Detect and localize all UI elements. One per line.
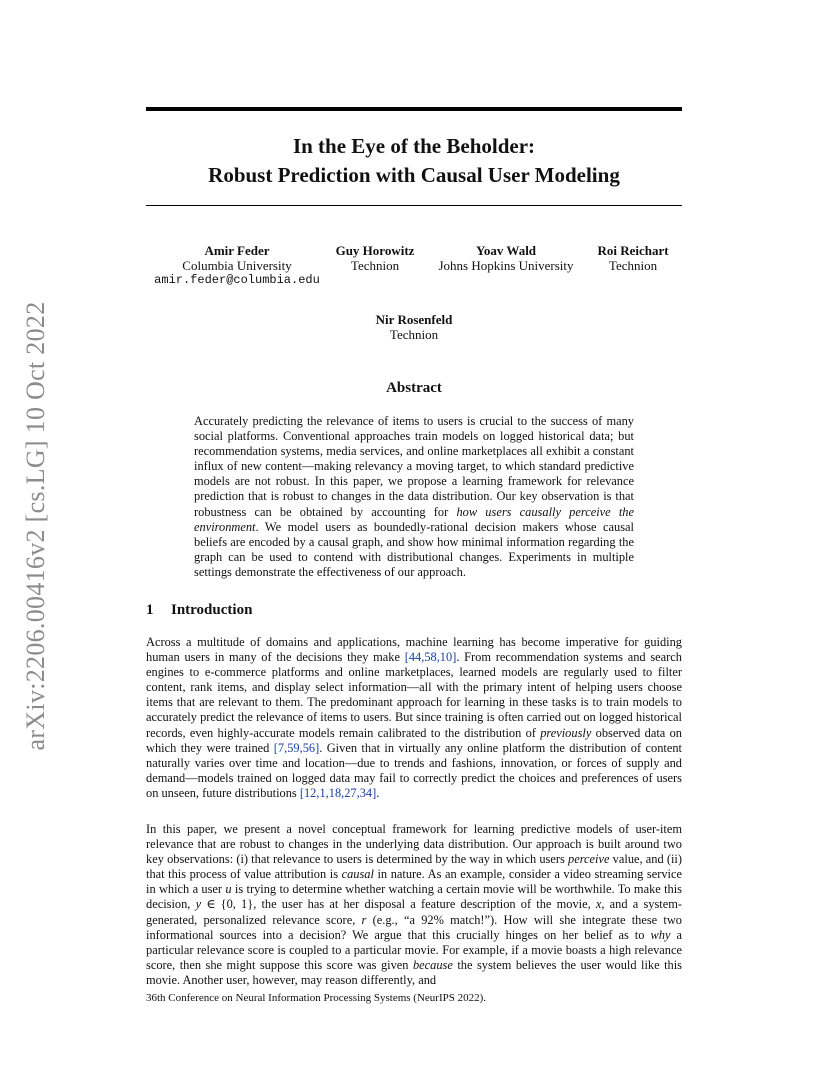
author-name: Amir Feder: [204, 243, 270, 258]
arxiv-stamp: arXiv:2206.00416v2 [cs.LG] 10 Oct 2022: [21, 301, 50, 751]
title-rule-top: [146, 107, 682, 111]
author-name: Yoav Wald: [475, 243, 537, 258]
paper-title: [146, 132, 682, 190]
section-heading: [146, 602, 252, 619]
abstract-heading: Abstract: [386, 380, 442, 396]
author-email[interactable]: amir.feder@columbia.edu: [154, 273, 320, 287]
author-5: [376, 312, 453, 342]
abstract-body: Accurately predicting the relevance of items to users is crucial to the success of many social platforms. Conventional approaches train models on logged historical data; but recommendation systems, media services, and online marketplaces all exhibit a constant influx of new content—making relevancy a moving target, to which standard predictive models are not robust. In this paper, we propose a learning framework for relevance prediction that is robust to changes in the data distribution. Our key observation is that robustness can be obtained by accounting for how users causally perceive the environment. We model users as boundedly-rational decision makers whose causal beliefs are encoded by a causal graph, and show how minimal information regarding the graph can be used to contend with distributional changes. Experiments in multiple settings demonstrate the effectiveness of our approach.: [194, 414, 634, 579]
title-rule-bottom: [146, 205, 682, 206]
intro-paragraph-1: Across a multitude of domains and applications, machine learning has become imperative for guiding human users in many of the decisions they make [44,58,10]. From recommendation systems and search engines to e-commerce platforms and online marketplaces, learned models are regularly used to filter content, rank items, and display select information—all with the primary intent of helping users choose items that are relevant to them. The predominant approach for learning in these tasks is to train models to accurately predict the relevance of items to users. But since training is often carried out on logged historical records, even highly-accurate models remain calibrated to the distribution of previously observed data on which they were trained [7,59,56]. Given that in virtually any online platform the distribution of content naturally varies over time and location—due to trends and fashions, innovation, or forces of supply and demand—models trained on logged data may fail to correctly predict the choices and preferences of users on unseen, future distributions [12,1,18,27,34].: [146, 635, 683, 800]
author-affiliation: Technion: [389, 327, 439, 342]
conference-footnote: 36th Conference on Neural Information Processing Systems (NeurIPS 2022).: [146, 992, 487, 1004]
author-name: Roi Reichart: [597, 243, 669, 258]
author-affiliation: Johns Hopkins University: [438, 258, 574, 273]
author-3: [438, 243, 573, 273]
author-affiliation: Columbia University: [182, 258, 292, 273]
citation-link[interactable]: [7,59,56]: [273, 740, 320, 755]
citation-link[interactable]: [44,58,10]: [404, 650, 457, 665]
author-1: [154, 243, 320, 288]
author-2: [336, 243, 415, 273]
author-name: Guy Horowitz: [335, 243, 415, 258]
section-title: Introduction: [171, 602, 253, 618]
title-line-1: In the Eye of the Beholder:: [292, 134, 536, 158]
author-affiliation: Technion: [608, 258, 658, 273]
title-line-2: Robust Prediction with Causal User Modeling: [208, 163, 620, 187]
intro-paragraph-2: In this paper, we present a novel conceptual framework for learning predictive models of user-item relevance that are robust to changes in the underlying data distribution. Our approach is built around two key observations: (i) that relevance to users is determined by the way in which users perceive value, and (ii) that this process of value attribution is causal in nature. As an example, consider a video streaming service in which a user u is trying to determine whether watching a certain movie will be worthwhile. To make this decision, y ∈ {0, 1}, the user has at her disposal a feature description of the movie, x, and a system-generated, personalized relevance score, r (e.g., “a 92% match!”). How will she integrate these two informational sources into a decision? We argue that this crucially hinges on her belief as to why a particular relevance score is coupled to a particular movie. For example, if a movie boasts a high relevance score, then she might suppose this score was given because the system believes the user would like this movie. Another user, however, may reason differently, and: [146, 822, 682, 987]
author-name: Nir Rosenfeld: [375, 312, 453, 327]
section-number: 1: [146, 602, 154, 618]
author-4: [597, 243, 668, 273]
citation-link[interactable]: [12,1,18,27,34]: [299, 785, 377, 800]
author-affiliation: Technion: [350, 258, 400, 273]
